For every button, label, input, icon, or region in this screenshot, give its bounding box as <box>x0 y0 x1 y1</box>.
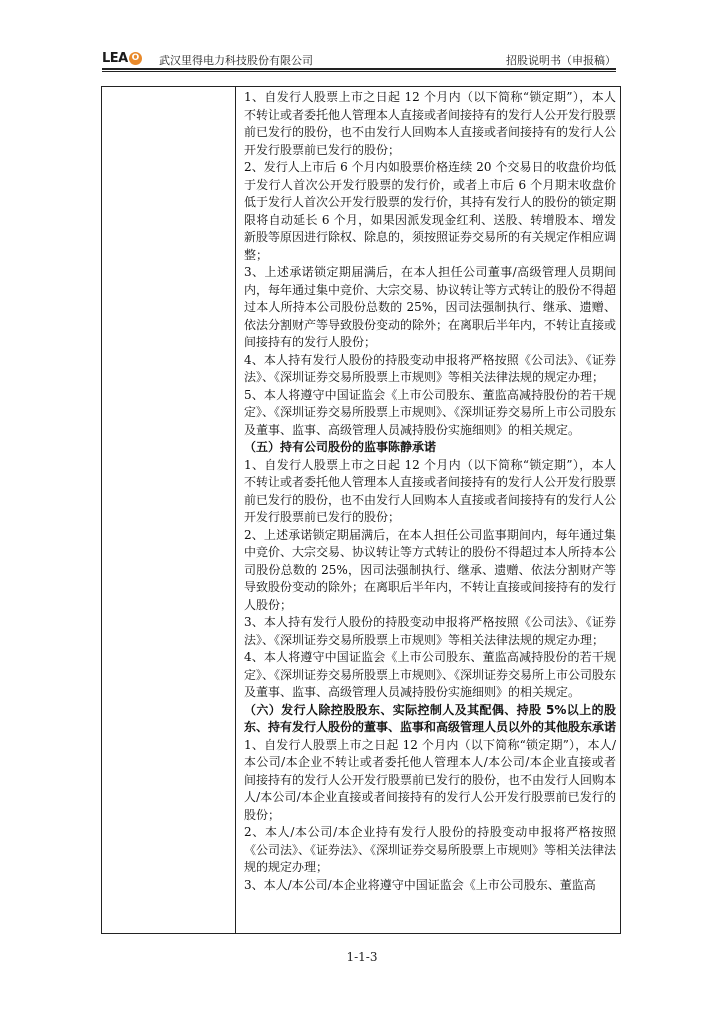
page-header <box>102 48 616 68</box>
paragraph: 2、上述承诺锁定期届满后，在本人担任公司监事期间内，每年通过集中竞价、大宗交易、协议转让等方式转让的股份不得超过本人所持本公司股份总数的 25%，因司法强制执行、继承、遗赠、依法分割财产等导致股份变动的除外；在离职后半年内，不转让直接或间接持有的发行人股份； <box>244 527 617 612</box>
paragraph: 4、本人持有发行人股份的持股变动申报将严格按照《公司法》、《证券法》、《深圳证券交易所股票上市规则》等相关法律法规的规定办理； <box>244 352 616 384</box>
company-logo <box>102 50 142 66</box>
paragraph: 1、自发行人股票上市之日起 12 个月内（以下简称“锁定期”），本人/本公司/本企业不转让或者委托他人管理本人/本公司/本企业直接或者间接持有的发行人公开发行股票前已发行的股份，也不由发行人回购本人/本公司/本企业直接或者间接持有的发行人公开发行股票前已发行的股份； <box>244 737 617 822</box>
paragraph: 1、自发行人股票上市之日起 12 个月内（以下简称“锁定期”），本人不转让或者委托他人管理本人直接或者间接持有的发行人公开发行股票前已发行的股份，也不由发行人回购本人直接或者间接持有的发行人公开发行股票前已发行的股份； <box>244 90 617 157</box>
section-heading: （五）持有公司股份的监事陈静承诺 <box>244 440 437 454</box>
paragraph: 3、上述承诺锁定期届满后，在本人担任公司董事/高级管理人员期间内，每年通过集中竞价、大宗交易、协议转让等方式转让的股份不得超过本人所持本公司股份总数的 25%，因司法强制执行、继承、遗赠、依法分割财产等导致股份变动的除外；在离职后半年内，不转让直接或间接持有的发行人股份； <box>244 265 617 349</box>
document-type: 招股说明书（申报稿） <box>506 54 616 67</box>
paragraph: 3、本人持有发行人股份的持股变动申报将严格按照《公司法》、《证券法》、《深圳证券交易所股票上市规则》等相关法律法规的规定办理； <box>244 615 616 647</box>
page-number: 1-1-3 <box>346 950 378 964</box>
logo-text: LEA <box>102 50 128 66</box>
header-rule <box>102 68 616 70</box>
table-content-cell <box>244 89 616 894</box>
commitment-table <box>101 86 621 934</box>
paragraph: 5、本人将遵守中国证监会《上市公司股东、董监高减持股份的若干规定》、《深圳证券交易所股票上市规则》、《深圳证券交易所上市公司股东及董事、监事、高级管理人员减持股份实施细则》的相关规定。 <box>244 387 617 437</box>
logo-accent: O <box>129 52 142 65</box>
section-heading: （六）发行人除控股股东、实际控制人及其配偶、持股 5%以上的股东、持有发行人股份的董事、监事和高级管理人员以外的其他股东承诺 <box>244 702 617 734</box>
header-rule-thin <box>102 71 616 72</box>
company-name: 武汉里得电力科技股份有限公司 <box>159 54 313 67</box>
paragraph: 3、本人/本公司/本企业将遵守中国证监会《上市公司股东、董监高 <box>244 877 596 892</box>
table-left-column <box>102 87 236 933</box>
paragraph: 2、发行人上市后 6 个月内如股票价格连续 20 个交易日的收盘价均低于发行人首次公开发行股票的发行价，或者上市后 6 个月期末收盘价低于发行人首次公开发行股票的发行价，其持有发行人的股份的锁定期限将自动延长 6 个月，如果因派发现金红利、送股、转增股本、增发新股等原因进行除权、除息的，须按照证券交易所的有关规定作相应调整； <box>244 160 617 262</box>
paragraph: 1、自发行人股票上市之日起 12 个月内（以下简称“锁定期”），本人不转让或者委托他人管理本人直接或者间接持有的发行人公开发行股票前已发行的股份，也不由发行人回购本人直接或者间接持有的发行人公开发行股票前已发行的股份； <box>244 457 617 524</box>
paragraph: 2、本人/本公司/本企业持有发行人股份的持股变动申报将严格按照《公司法》、《证券法》、《深圳证券交易所股票上市规则》等相关法律法规的规定办理； <box>244 825 617 874</box>
paragraph: 4、本人将遵守中国证监会《上市公司股东、董监高减持股份的若干规定》、《深圳证券交易所股票上市规则》、《深圳证券交易所上市公司股东及董事、监事、高级管理人员减持股份实施细则》的相关规定。 <box>244 650 617 699</box>
